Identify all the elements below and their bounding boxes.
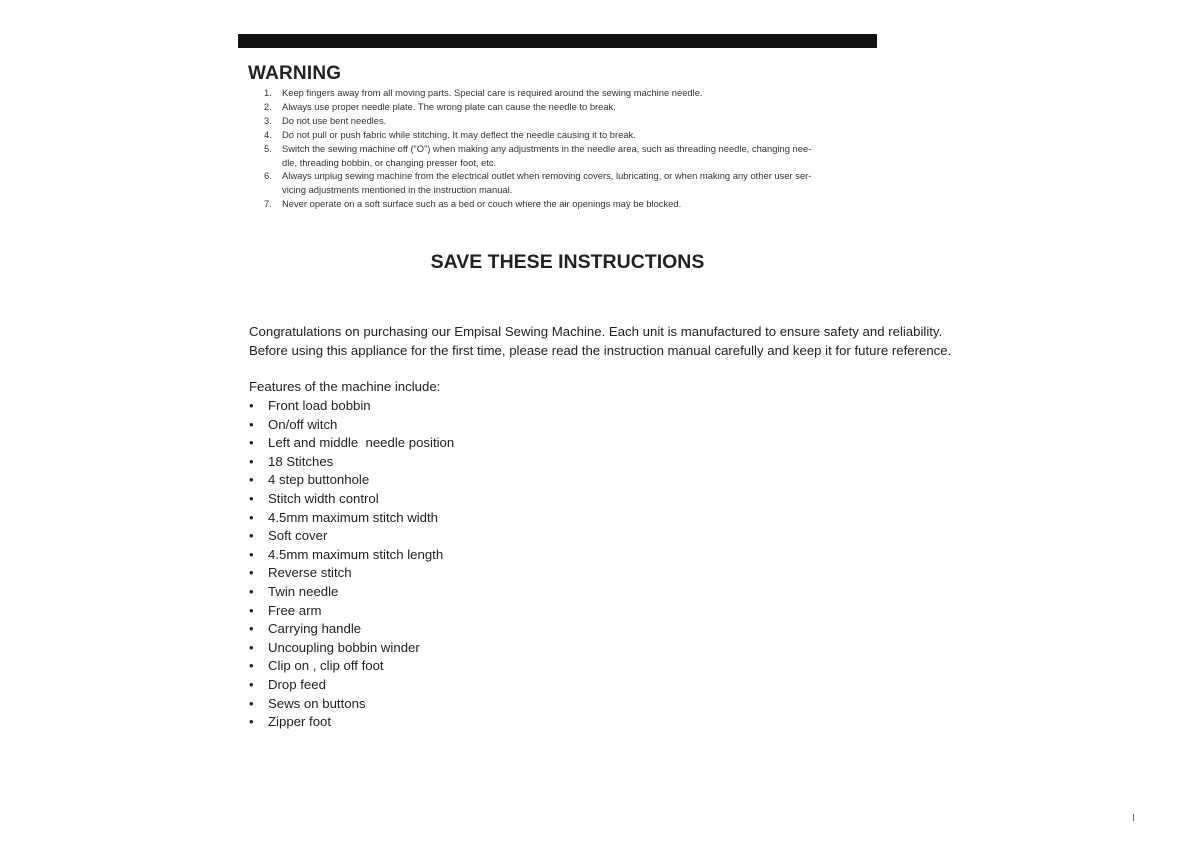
warning-item-number: 3. <box>264 114 272 126</box>
feature-item <box>249 397 454 416</box>
feature-text: Uncoupling bobbin winder <box>268 639 420 655</box>
bullet-icon: • <box>249 639 254 655</box>
bullet-icon: • <box>249 676 254 692</box>
feature-item <box>249 546 454 565</box>
feature-text: 18 Stitches <box>268 453 334 469</box>
warning-item <box>247 100 892 114</box>
feature-item <box>249 453 454 472</box>
warning-list <box>247 86 892 211</box>
bullet-icon: • <box>249 602 254 618</box>
warning-item-text: Always unplug sewing machine from the electrical outlet when removing covers, lubricating, or when making any other user ser- vicing adjustments mentioned in the instruction manual. <box>282 170 812 196</box>
feature-text: On/off witch <box>268 416 338 432</box>
warning-item-number: 5. <box>264 142 272 154</box>
warning-item <box>247 86 892 100</box>
feature-text: 4 step buttonhole <box>268 472 370 488</box>
feature-text: Soft cover <box>268 528 328 544</box>
bullet-icon: • <box>249 565 254 581</box>
warning-title: WARNING <box>248 63 342 84</box>
bullet-icon: • <box>249 714 254 730</box>
warning-item-text: Never operate on a soft surface such as a bed or couch where the air openings may be blocked. <box>282 198 682 210</box>
feature-text: Free arm <box>268 602 322 618</box>
warning-item-text: Do not use bent needles. <box>282 114 387 126</box>
feature-text: Carrying handle <box>268 621 362 637</box>
warning-item-text: Do not pull or push fabric while stitching. It may deflect the needle causing it to break. <box>282 128 636 140</box>
bullet-icon: • <box>249 528 254 544</box>
warning-item-text: Switch the sewing machine off (“O”) when making any adjustments in the needle area, such as threading needle, changing nee- dle, threading bobbin, or changing presser foot, etc. <box>282 142 812 168</box>
intro-line: Before using this appliance for the first time, please read the instruction manual carefully and keep it for future reference. <box>249 342 952 358</box>
feature-item <box>249 620 454 639</box>
intro-paragraph <box>249 323 1069 360</box>
feature-text: Twin needle <box>268 583 339 599</box>
warning-item-number: 1. <box>264 87 272 98</box>
page-tick-mark <box>1133 814 1134 821</box>
warning-item-number: 6. <box>264 170 272 182</box>
feature-item <box>249 564 454 583</box>
features-label: Features of the machine include: <box>249 379 441 394</box>
feature-text: Zipper foot <box>268 714 332 730</box>
bullet-icon: • <box>249 621 254 637</box>
feature-text: Clip on , clip off foot <box>268 658 384 674</box>
warning-item <box>247 114 892 128</box>
feature-item <box>249 713 454 732</box>
warning-item <box>247 128 892 142</box>
feature-item <box>249 416 454 435</box>
feature-text: Left and middle needle position <box>268 435 455 451</box>
bullet-icon: • <box>249 398 254 413</box>
bullet-icon: • <box>249 546 254 562</box>
bullet-icon: • <box>249 509 254 525</box>
warning-item-number: 4. <box>264 128 272 140</box>
feature-text: 4.5mm maximum stitch width <box>268 509 439 525</box>
warning-item-text: Always use proper needle plate. The wrong plate can cause the needle to break. <box>282 100 616 112</box>
bullet-icon: • <box>249 416 254 432</box>
feature-item <box>249 527 454 546</box>
feature-item <box>249 602 454 621</box>
features-list <box>249 397 454 732</box>
bullet-icon: • <box>249 695 254 711</box>
save-instructions-heading: SAVE THESE INSTRUCTIONS <box>430 251 705 273</box>
warning-item-number: 2. <box>264 100 272 112</box>
feature-item <box>249 583 454 602</box>
feature-item <box>249 471 454 490</box>
feature-item <box>249 509 454 528</box>
feature-text: Stitch width control <box>268 490 379 506</box>
feature-item <box>249 676 454 695</box>
feature-item <box>249 695 454 714</box>
feature-item <box>249 657 454 676</box>
feature-text: Sews on buttons <box>268 695 366 711</box>
feature-item <box>249 434 454 453</box>
bullet-icon: • <box>249 583 254 599</box>
warning-item-text: Keep fingers away from all moving parts. Special care is required around the sewing machine needle. <box>282 87 703 98</box>
feature-text: Front load bobbin <box>268 398 371 413</box>
warning-item-number: 7. <box>264 198 272 210</box>
intro-line: Congratulations on purchasing our Empisal Sewing Machine. Each unit is manufactured to ensure safety and reliability. <box>249 324 943 339</box>
bullet-icon: • <box>249 658 254 674</box>
warning-item <box>247 197 892 211</box>
feature-text: Drop feed <box>268 676 326 692</box>
bullet-icon: • <box>249 490 254 506</box>
feature-text: 4.5mm maximum stitch length <box>268 546 444 562</box>
bullet-icon: • <box>249 472 254 488</box>
feature-item <box>249 490 454 509</box>
warning-item <box>247 142 892 170</box>
warning-item <box>247 169 892 197</box>
feature-item <box>249 639 454 658</box>
header-bar <box>238 34 877 48</box>
bullet-icon: • <box>249 435 254 451</box>
bullet-icon: • <box>249 453 254 469</box>
feature-text: Reverse stitch <box>268 565 352 581</box>
